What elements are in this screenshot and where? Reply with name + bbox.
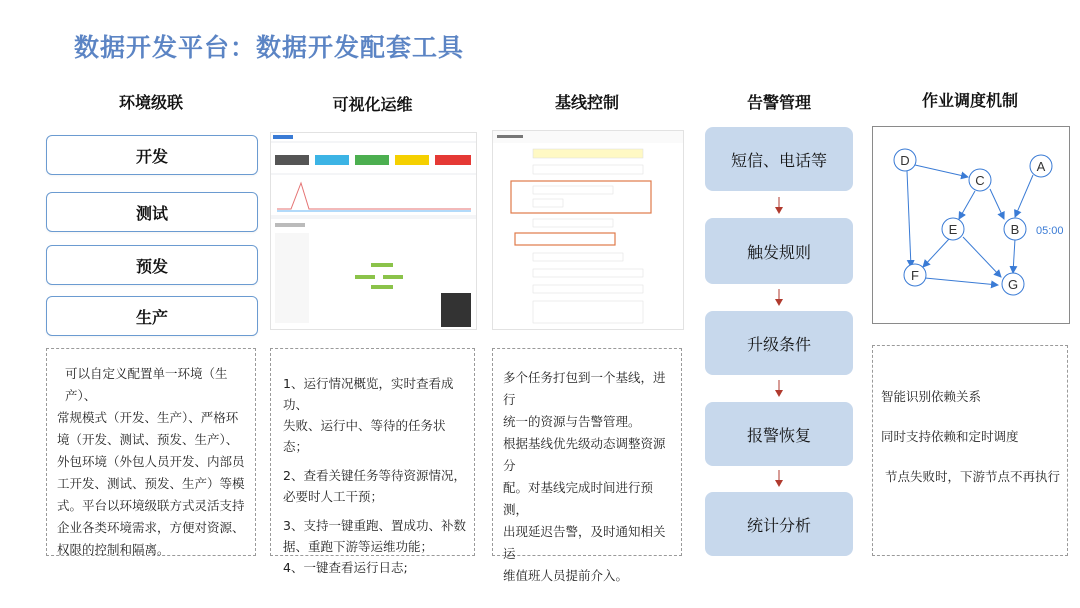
arrow-down-icon	[774, 197, 784, 215]
env-level-dev: 开发	[46, 135, 258, 175]
ops-desc-line: 3、支持一键重跑、置成功、补数	[283, 518, 466, 533]
env-desc-line: 境（开发、测试、预发、生产）、	[57, 432, 239, 447]
baseline-form-screenshot	[492, 130, 684, 330]
arrow-down-icon	[774, 380, 784, 398]
column-heading-alarm: 告警管理	[746, 93, 811, 112]
env-desc-line: 权限的控制和隔离。	[57, 542, 170, 557]
env-level-prod: 生产	[46, 296, 258, 336]
ops-desc-line: 2、查看关键任务等待资源情况，	[283, 468, 466, 483]
baseline-desc-line: 维值班人员提前介入。	[503, 568, 629, 583]
dag-node-d: D	[900, 153, 910, 168]
baseline-desc-line: 出现延迟告警，及时通知相关运	[503, 524, 666, 561]
column-heading-schedule: 作业调度机制	[921, 91, 1018, 110]
ops-desc-line: 4、一键查看运行日志;	[283, 560, 408, 575]
column-heading-baseline: 基线控制	[554, 93, 619, 112]
baseline-form-thumbnail	[493, 131, 683, 329]
baseline-desc-line: 统一的资源与告警管理。	[503, 414, 641, 429]
env-desc-line: 可以自定义配置单一环境（生产）、	[65, 366, 228, 403]
page-title: 数据开发平台：数据开发配套工具	[74, 33, 465, 62]
arrow-down-icon	[774, 470, 784, 488]
column-heading-env: 环境级联	[118, 93, 183, 112]
column-heading-ops: 可视化运维	[332, 95, 413, 114]
env-desc-line: 外包环境（外包人员开发、内部员	[57, 454, 245, 469]
schedule-feature: 智能识别依赖关系	[881, 389, 982, 404]
baseline-desc-line: 根据基线优先级动态调整资源分	[503, 436, 666, 473]
schedule-features	[872, 345, 1068, 556]
env-desc-line: 企业各类环境需求，方便对资源、	[57, 520, 245, 535]
alarm-step-escalate: 升级条件	[705, 311, 853, 375]
alarm-step-stats: 统计分析	[705, 492, 853, 556]
dag-time-label: 05:00	[1036, 225, 1064, 237]
schedule-feature: 节点失败时，下游节点不再执行	[885, 469, 1061, 484]
baseline-desc-line: 配。对基线完成时间进行预测，	[503, 480, 654, 517]
ops-desc-line: 据、重跑下游等运维功能；	[283, 539, 434, 554]
alarm-step-recover: 报警恢复	[705, 402, 853, 466]
baseline-desc-line: 多个任务打包到一个基线，进行	[503, 370, 666, 407]
ops-dashboard-thumbnail	[271, 133, 476, 329]
env-level-preprod: 预发	[46, 245, 258, 285]
alarm-step-trigger: 触发规则	[705, 218, 853, 284]
dag-node-e: E	[948, 222, 958, 237]
dag-node-f: F	[911, 268, 919, 283]
schedule-feature: 同时支持依赖和定时调度	[881, 429, 1019, 444]
ops-desc-line: 必要时人工干预；	[283, 489, 384, 504]
ops-desc-line: 失败、运行中、等待的任务状态；	[283, 418, 446, 454]
dag-node-c: C	[975, 173, 985, 188]
env-description	[46, 348, 256, 556]
schedule-dag-diagram	[872, 126, 1070, 324]
dag-node-g: G	[1007, 277, 1019, 292]
dag-node-a: A	[1036, 159, 1046, 174]
env-desc-line: 工开发、测试、预发、生产）等模	[57, 476, 245, 491]
env-desc-line: 式。平台以环境级联方式灵活支持	[57, 498, 245, 513]
dag-node-b: B	[1010, 222, 1020, 237]
ops-desc-line: 1、运行情况概览，实时查看成功、	[283, 376, 454, 412]
ops-dashboard-screenshot	[270, 132, 477, 330]
baseline-description	[492, 348, 682, 583]
arrow-down-icon	[774, 289, 784, 307]
env-desc-line: 常规模式（开发、生产）、严格环	[57, 410, 239, 425]
dag-graph	[873, 127, 1069, 323]
ops-description	[270, 348, 475, 575]
env-level-test: 测试	[46, 192, 258, 232]
alarm-step-notify: 短信、电话等	[705, 127, 853, 191]
